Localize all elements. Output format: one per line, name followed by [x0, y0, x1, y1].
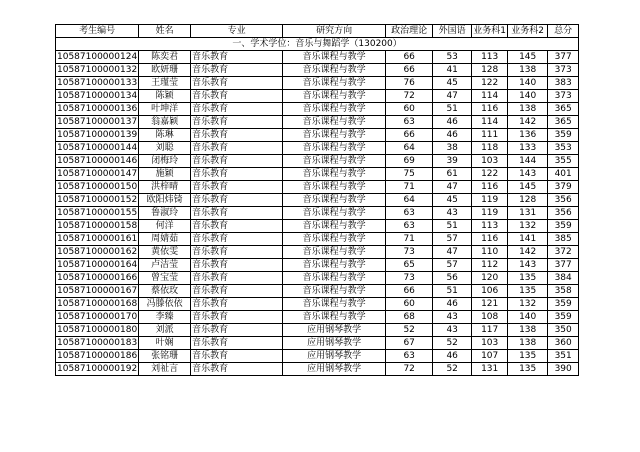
exam-id-cell: 10587100000192 [57, 363, 138, 374]
major-cell: 音乐教育 [191, 168, 283, 181]
name-cell: 冯滕依依 [139, 298, 191, 311]
subject-2-cell: 138 [508, 337, 548, 350]
total-cell: 373 [548, 64, 579, 77]
total-cell: 385 [548, 233, 579, 246]
subject-1-cell: 117 [472, 324, 508, 337]
direction-cell: 音乐课程与教学 [283, 103, 386, 116]
politics-cell: 72 [386, 363, 433, 376]
total-cell: 373 [548, 90, 579, 103]
total-cell: 353 [548, 142, 579, 155]
name-cell: 洪梓晴 [139, 181, 191, 194]
name-cell: 陈琳 [139, 129, 191, 142]
subject-1-cell: 107 [472, 350, 508, 363]
politics-cell: 72 [386, 90, 433, 103]
table-row [56, 324, 579, 337]
subject-2-cell: 143 [508, 168, 548, 181]
subject-2-cell: 135 [508, 272, 548, 285]
major-cell: 音乐教育 [191, 285, 283, 298]
exam-id-cell: 10587100000139 [57, 129, 138, 140]
subject-1-cell: 103 [472, 155, 508, 168]
header-foreign-language: 外国语 [433, 25, 472, 38]
subject-1-cell: 116 [472, 181, 508, 194]
direction-cell: 音乐课程与教学 [283, 233, 386, 246]
subject-2-cell: 145 [508, 51, 548, 64]
major-cell: 音乐教育 [191, 77, 283, 90]
exam-id-cell: 10587100000133 [57, 77, 138, 88]
foreign-language-cell: 47 [433, 90, 472, 103]
subject-2-cell: 145 [508, 181, 548, 194]
name-cell: 黄依雯 [139, 246, 191, 259]
subject-1-cell: 110 [472, 246, 508, 259]
politics-cell: 68 [386, 311, 433, 324]
major-cell: 音乐教育 [191, 311, 283, 324]
exam-id-cell: 10587100000161 [57, 233, 138, 244]
major-cell: 音乐教育 [191, 337, 283, 350]
total-cell: 351 [548, 350, 579, 363]
exam-id-cell: 10587100000155 [57, 207, 138, 218]
name-cell: 陈颖 [139, 90, 191, 103]
foreign-language-cell: 53 [433, 51, 472, 64]
table-row [56, 363, 579, 376]
politics-cell: 66 [386, 64, 433, 77]
header-politics: 政治理论 [386, 25, 433, 38]
foreign-language-cell: 43 [433, 311, 472, 324]
name-cell: 何洋 [139, 220, 191, 233]
header-row [56, 25, 579, 38]
table-row [56, 285, 579, 298]
header-major: 专业 [191, 25, 283, 38]
subject-2-cell: 140 [508, 90, 548, 103]
subject-1-cell: 128 [472, 64, 508, 77]
exam-id-cell: 10587100000167 [57, 285, 138, 296]
total-cell: 358 [548, 285, 579, 298]
total-cell: 390 [548, 363, 579, 376]
foreign-language-cell: 51 [433, 220, 472, 233]
direction-cell: 音乐课程与教学 [283, 220, 386, 233]
subject-1-cell: 116 [472, 103, 508, 116]
name-cell: 闭梅玲 [139, 155, 191, 168]
politics-cell: 63 [386, 350, 433, 363]
subject-1-cell: 114 [472, 90, 508, 103]
politics-cell: 69 [386, 155, 433, 168]
politics-cell: 64 [386, 142, 433, 155]
name-cell: 王瑾莹 [139, 77, 191, 90]
direction-cell: 音乐课程与教学 [283, 285, 386, 298]
header-research-direction: 研究方向 [283, 25, 386, 38]
exam-id-cell: 10587100000186 [57, 350, 138, 361]
politics-cell: 75 [386, 168, 433, 181]
major-cell: 音乐教育 [191, 194, 283, 207]
major-cell: 音乐教育 [191, 207, 283, 220]
politics-cell: 71 [386, 181, 433, 194]
total-cell: 365 [548, 116, 579, 129]
direction-cell: 音乐课程与教学 [283, 129, 386, 142]
politics-cell: 63 [386, 207, 433, 220]
table-row [56, 103, 579, 116]
exam-id-cell: 10587100000146 [57, 155, 138, 166]
name-cell: 李臻 [139, 311, 191, 324]
foreign-language-cell: 51 [433, 285, 472, 298]
name-cell: 欧妍珊 [139, 64, 191, 77]
direction-cell: 音乐课程与教学 [283, 142, 386, 155]
foreign-language-cell: 47 [433, 181, 472, 194]
subject-1-cell: 116 [472, 233, 508, 246]
foreign-language-cell: 57 [433, 259, 472, 272]
foreign-language-cell: 46 [433, 116, 472, 129]
table-row [56, 168, 579, 181]
total-cell: 401 [548, 168, 579, 181]
subject-1-cell: 122 [472, 77, 508, 90]
header-total: 总分 [548, 25, 579, 38]
score-table [55, 24, 579, 376]
table-row [56, 116, 579, 129]
politics-cell: 65 [386, 259, 433, 272]
subject-2-cell: 142 [508, 116, 548, 129]
subject-1-cell: 113 [472, 220, 508, 233]
name-cell: 蔡依玫 [139, 285, 191, 298]
politics-cell: 64 [386, 194, 433, 207]
foreign-language-cell: 52 [433, 337, 472, 350]
politics-cell: 60 [386, 103, 433, 116]
exam-id-cell: 10587100000137 [57, 116, 138, 127]
table-row [56, 207, 579, 220]
exam-id-cell: 10587100000150 [57, 181, 138, 192]
exam-id-cell: 10587100000158 [57, 220, 138, 231]
direction-cell: 应用钢琴教学 [283, 363, 386, 376]
subject-2-cell: 138 [508, 103, 548, 116]
subject-2-cell: 132 [508, 220, 548, 233]
direction-cell: 音乐课程与教学 [283, 168, 386, 181]
table-row [56, 90, 579, 103]
major-cell: 音乐教育 [191, 272, 283, 285]
direction-cell: 音乐课程与教学 [283, 259, 386, 272]
subject-1-cell: 119 [472, 207, 508, 220]
major-cell: 音乐教育 [191, 233, 283, 246]
name-cell: 叶坤洋 [139, 103, 191, 116]
major-cell: 音乐教育 [191, 220, 283, 233]
subject-1-cell: 114 [472, 116, 508, 129]
direction-cell: 音乐课程与教学 [283, 181, 386, 194]
major-cell: 音乐教育 [191, 116, 283, 129]
politics-cell: 67 [386, 337, 433, 350]
total-cell: 372 [548, 246, 579, 259]
table-row [56, 272, 579, 285]
exam-id-cell: 10587100000152 [57, 194, 138, 205]
direction-cell: 音乐课程与教学 [283, 298, 386, 311]
direction-cell: 音乐课程与教学 [283, 207, 386, 220]
exam-id-cell: 10587100000124 [57, 51, 138, 62]
total-cell: 350 [548, 324, 579, 337]
exam-id-cell: 10587100000136 [57, 103, 138, 114]
direction-cell: 音乐课程与教学 [283, 77, 386, 90]
exam-id-cell: 10587100000180 [57, 324, 138, 335]
subject-1-cell: 111 [472, 129, 508, 142]
name-cell: 刘祉言 [139, 363, 191, 376]
table-row [56, 337, 579, 350]
major-cell: 音乐教育 [191, 142, 283, 155]
politics-cell: 66 [386, 129, 433, 142]
total-cell: 359 [548, 220, 579, 233]
exam-id-cell: 10587100000183 [57, 337, 138, 348]
total-cell: 355 [548, 155, 579, 168]
politics-cell: 63 [386, 116, 433, 129]
name-cell: 张铭珊 [139, 350, 191, 363]
foreign-language-cell: 41 [433, 64, 472, 77]
subject-2-cell: 138 [508, 324, 548, 337]
foreign-language-cell: 51 [433, 103, 472, 116]
direction-cell: 音乐课程与教学 [283, 272, 386, 285]
direction-cell: 应用钢琴教学 [283, 337, 386, 350]
exam-id-cell: 10587100000164 [57, 259, 138, 270]
table-row [56, 77, 579, 90]
politics-cell: 71 [386, 233, 433, 246]
subject-2-cell: 142 [508, 246, 548, 259]
table-row [56, 220, 579, 233]
header-subject-1: 业务科1 [473, 25, 507, 36]
name-cell: 叶娴 [139, 337, 191, 350]
foreign-language-cell: 47 [433, 246, 472, 259]
foreign-language-cell: 46 [433, 298, 472, 311]
total-cell: 359 [548, 129, 579, 142]
total-cell: 359 [548, 311, 579, 324]
subject-1-cell: 121 [472, 298, 508, 311]
subject-1-cell: 131 [472, 363, 508, 376]
name-cell: 刘派 [139, 324, 191, 337]
major-cell: 音乐教育 [191, 90, 283, 103]
total-cell: 377 [548, 51, 579, 64]
exam-id-cell: 10587100000134 [57, 90, 138, 101]
section-row [56, 38, 579, 51]
major-cell: 音乐教育 [191, 129, 283, 142]
politics-cell: 76 [386, 77, 433, 90]
politics-cell: 66 [386, 285, 433, 298]
major-cell: 音乐教育 [191, 259, 283, 272]
politics-cell: 60 [386, 298, 433, 311]
table-row [56, 350, 579, 363]
subject-2-cell: 140 [508, 311, 548, 324]
exam-id-cell: 10587100000144 [57, 142, 138, 153]
subject-2-cell: 128 [508, 194, 548, 207]
subject-2-cell: 141 [508, 233, 548, 246]
table-row [56, 181, 579, 194]
total-cell: 383 [548, 77, 579, 90]
direction-cell: 音乐课程与教学 [283, 155, 386, 168]
major-cell: 音乐教育 [191, 363, 283, 376]
total-cell: 359 [548, 298, 579, 311]
subject-2-cell: 136 [508, 129, 548, 142]
major-cell: 音乐教育 [191, 324, 283, 337]
name-cell: 陈奕君 [139, 51, 191, 64]
foreign-language-cell: 39 [433, 155, 472, 168]
major-cell: 音乐教育 [191, 155, 283, 168]
table-row [56, 246, 579, 259]
foreign-language-cell: 46 [433, 350, 472, 363]
name-cell: 鲁淑玲 [139, 207, 191, 220]
foreign-language-cell: 57 [433, 233, 472, 246]
politics-cell: 66 [386, 51, 433, 64]
direction-cell: 应用钢琴教学 [283, 350, 386, 363]
name-cell: 卢洁莹 [139, 259, 191, 272]
total-cell: 356 [548, 207, 579, 220]
name-cell: 刘聪 [139, 142, 191, 155]
subject-2-cell: 131 [508, 207, 548, 220]
header-subject-2: 业务科2 [508, 25, 548, 38]
major-cell: 音乐教育 [191, 181, 283, 194]
table-row [56, 51, 579, 64]
subject-2-cell: 133 [508, 142, 548, 155]
politics-cell: 73 [386, 272, 433, 285]
subject-2-cell: 132 [508, 298, 548, 311]
major-cell: 音乐教育 [191, 350, 283, 363]
subject-1-cell: 118 [472, 142, 508, 155]
header-exam-id: 考生编号 [56, 25, 139, 38]
subject-1-cell: 112 [472, 259, 508, 272]
subject-2-cell: 144 [508, 155, 548, 168]
table-row [56, 64, 579, 77]
direction-cell: 音乐课程与教学 [283, 311, 386, 324]
table-row [56, 155, 579, 168]
major-cell: 音乐教育 [191, 64, 283, 77]
major-cell: 音乐教育 [191, 298, 283, 311]
foreign-language-cell: 38 [433, 142, 472, 155]
foreign-language-cell: 46 [433, 129, 472, 142]
exam-id-cell: 10587100000132 [57, 64, 138, 75]
foreign-language-cell: 56 [433, 272, 472, 285]
politics-cell: 73 [386, 246, 433, 259]
subject-1-cell: 120 [472, 272, 508, 285]
foreign-language-cell: 52 [433, 363, 472, 376]
subject-1-cell: 106 [472, 285, 508, 298]
subject-2-cell: 143 [508, 259, 548, 272]
subject-1-cell: 108 [472, 311, 508, 324]
subject-2-cell: 135 [508, 285, 548, 298]
major-cell: 音乐教育 [191, 103, 283, 116]
direction-cell: 音乐课程与教学 [283, 64, 386, 77]
exam-id-cell: 10587100000168 [57, 298, 138, 309]
total-cell: 377 [548, 259, 579, 272]
table-row [56, 142, 579, 155]
major-cell: 音乐教育 [191, 51, 283, 64]
direction-cell: 应用钢琴教学 [283, 324, 386, 337]
foreign-language-cell: 45 [433, 77, 472, 90]
exam-id-cell: 10587100000166 [57, 272, 138, 283]
direction-cell: 音乐课程与教学 [283, 246, 386, 259]
subject-1-cell: 113 [472, 51, 508, 64]
subject-1-cell: 122 [472, 168, 508, 181]
politics-cell: 52 [386, 324, 433, 337]
header-name: 姓名 [139, 25, 191, 38]
subject-2-cell: 135 [508, 363, 548, 376]
exam-id-cell: 10587100000170 [57, 311, 138, 322]
table-row [56, 298, 579, 311]
exam-id-cell: 10587100000162 [57, 246, 138, 257]
direction-cell: 音乐课程与教学 [283, 194, 386, 207]
total-cell: 356 [548, 194, 579, 207]
foreign-language-cell: 43 [433, 324, 472, 337]
subject-2-cell: 135 [508, 350, 548, 363]
foreign-language-cell: 61 [433, 168, 472, 181]
major-cell: 音乐教育 [191, 246, 283, 259]
subject-1-cell: 119 [472, 194, 508, 207]
name-cell: 周婧茹 [139, 233, 191, 246]
table-row [56, 233, 579, 246]
foreign-language-cell: 45 [433, 194, 472, 207]
politics-cell: 63 [386, 220, 433, 233]
name-cell: 欧阳炜锜 [139, 194, 191, 207]
table-row [56, 129, 579, 142]
name-cell: 翁嘉颖 [139, 116, 191, 129]
subject-2-cell: 138 [508, 64, 548, 77]
subject-2-cell: 140 [508, 77, 548, 90]
table-row [56, 311, 579, 324]
table-row [56, 194, 579, 207]
direction-cell: 音乐课程与教学 [283, 116, 386, 129]
direction-cell: 音乐课程与教学 [283, 51, 386, 64]
name-cell: 曾宝莹 [139, 272, 191, 285]
total-cell: 379 [548, 181, 579, 194]
exam-id-cell: 10587100000147 [57, 168, 138, 179]
total-cell: 384 [548, 272, 579, 285]
direction-cell: 音乐课程与教学 [283, 90, 386, 103]
total-cell: 365 [548, 103, 579, 116]
table-row [56, 259, 579, 272]
total-cell: 360 [548, 337, 579, 350]
subject-1-cell: 103 [472, 337, 508, 350]
foreign-language-cell: 43 [433, 207, 472, 220]
name-cell: 施颖 [139, 168, 191, 181]
section-title: 一、学术学位：音乐与舞蹈学（130200） [56, 38, 579, 51]
